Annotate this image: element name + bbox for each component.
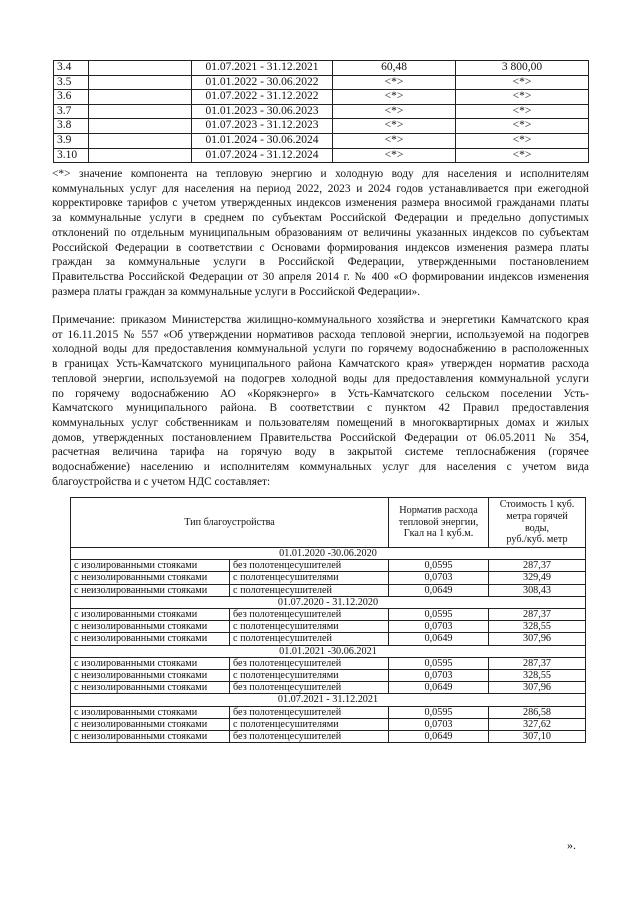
cost-value: 308,43 (489, 584, 586, 596)
tariff-row (54, 119, 589, 134)
period-label: 01.07.2020 - 31.12.2020 (71, 596, 586, 608)
row-number: 3.10 (54, 148, 89, 163)
value-cell: <*> (333, 119, 456, 134)
hot-water-norm-table (70, 497, 586, 743)
norm-row (71, 633, 586, 645)
tariff-row (54, 75, 589, 90)
value-cell: <*> (456, 119, 589, 134)
value-cell: <*> (333, 104, 456, 119)
riser-type: с неизолированными стояками (71, 621, 230, 633)
header-norm-line: Норматив расхода (399, 505, 478, 517)
value-cell: <*> (456, 148, 589, 163)
note-line: тепловой энергии, используемой на подогрев холодной воды для предоставления коммунальной услуги (52, 372, 589, 385)
period-cell: 01.07.2021 - 31.12.2021 (192, 61, 333, 76)
norm-value: 0,0595 (389, 706, 489, 718)
norm-row (71, 657, 586, 669)
norm-row (71, 572, 586, 584)
row-number: 3.8 (54, 119, 89, 134)
period-label: 01.01.2020 -30.06.2020 (71, 548, 586, 560)
period-row (71, 548, 586, 560)
norm-row (71, 682, 586, 694)
period-cell: 01.07.2023 - 31.12.2023 (192, 119, 333, 134)
period-cell: 01.01.2024 - 30.06.2024 (192, 133, 333, 148)
riser-type: с неизолированными стояками (71, 572, 230, 584)
row-number: 3.9 (54, 133, 89, 148)
footnote-line: граждан за коммунальные услуги в Российской Федерации, утвержденными постановлением (52, 256, 589, 269)
riser-type: с неизолированными стояками (71, 670, 230, 682)
norm-value: 0,0703 (389, 670, 489, 682)
period-cell: 01.01.2023 - 30.06.2023 (192, 104, 333, 119)
note-line: водоснабжение) населению и исполнителям коммунальных услуг для населения с учетом вида (52, 461, 589, 474)
note-line: в границах Усть-Камчатского муниципального района Камчатского края» утвержден норматив расхода (52, 358, 589, 371)
footnote-line: размера платы граждан за коммунальные услуги в Российской Федерации». (52, 285, 421, 298)
row-number: 3.7 (54, 104, 89, 119)
norm-row (71, 670, 586, 682)
footnote-line: за коммунальные услуги в среднем по субъектам Российской Федерации и предельно допустимых (52, 212, 589, 225)
footnote-line: Правительства Российской Федерации от 30 апреля 2014 г. № 400 «О формировании индексов изменения (52, 270, 589, 283)
empty-cell (89, 119, 192, 134)
period-row (71, 645, 586, 657)
towel-dryer-type: без полотенцесушителей (230, 657, 389, 669)
riser-type: с неизолированными стояками (71, 633, 230, 645)
cost-value: 287,37 (489, 657, 586, 669)
towel-dryer-type: с полотенцесушителями (230, 572, 389, 584)
value-cell: 60,48 (333, 61, 456, 76)
period-row (71, 694, 586, 706)
value-cell: <*> (456, 90, 589, 105)
riser-type: с изолированными стояками (71, 609, 230, 621)
tariff-table (53, 60, 589, 163)
riser-type: с изолированными стояками (71, 657, 230, 669)
towel-dryer-type: с полотенцесушителей (230, 633, 389, 645)
period-cell: 01.07.2024 - 31.12.2024 (192, 148, 333, 163)
norm-value: 0,0703 (389, 718, 489, 730)
footnote-line: Российской Федерации в соответствии с Основами формирования индексов изменения размера платы (52, 241, 589, 254)
towel-dryer-type: без полотенцесушителей (230, 706, 389, 718)
norm-row (71, 560, 586, 572)
towel-dryer-type: без полотенцесушителей (230, 609, 389, 621)
header-norm-line: Гкал на 1 куб.м. (403, 528, 474, 540)
header-cost-line: Стоимость 1 куб. (499, 499, 575, 511)
towel-dryer-type: без полотенцесушителей (230, 560, 389, 572)
tariff-row (54, 61, 589, 76)
towel-dryer-type: с полотенцесушителями (230, 718, 389, 730)
header-cost-line: руб./куб. метр (506, 534, 568, 546)
header-cost-line: воды, (524, 522, 550, 534)
header-cost-line: метра горячей (506, 510, 568, 522)
tariff-row (54, 133, 589, 148)
riser-type: с изолированными стояками (71, 560, 230, 572)
towel-dryer-type: с полотенцесушителями (230, 621, 389, 633)
footnote-paragraph (52, 167, 589, 299)
footnote-line: коммунальных услуг для населения на период 2022, 2023 и 2024 годов устанавливается при ежегодной (52, 182, 589, 195)
period-cell: 01.07.2022 - 31.12.2022 (192, 90, 333, 105)
riser-type: с неизолированными стояками (71, 682, 230, 694)
riser-type: с неизолированными стояками (71, 731, 230, 743)
cost-value: 328,55 (489, 621, 586, 633)
value-cell: 3 800,00 (456, 61, 589, 76)
towel-dryer-type: с полотенцесушителей (230, 584, 389, 596)
cost-value: 307,96 (489, 682, 586, 694)
riser-type: с неизолированными стояками (71, 718, 230, 730)
cost-value: 287,37 (489, 609, 586, 621)
norm-table-body (71, 498, 586, 743)
empty-cell (89, 75, 192, 90)
towel-dryer-type: с полотенцесушителями (230, 670, 389, 682)
value-cell: <*> (333, 148, 456, 163)
note-line: от 16.11.2015 № 557 «Об утверждении нормативов расхода тепловой энергии, используемой на подогрев (52, 328, 589, 341)
header-type-cell: Тип благоустройства (71, 498, 389, 548)
header-cost-cell (489, 498, 586, 548)
tariff-table-body (54, 61, 589, 163)
note-line: коммунальных услуг собственникам и пользователям помещений в многоквартирных домах и жилых (52, 416, 589, 429)
tariff-row (54, 90, 589, 105)
tariff-row (54, 148, 589, 163)
norm-value: 0,0595 (389, 560, 489, 572)
note-line: расчетная величина тарифа на горячую воду в закрытой системе теплоснабжения (горячее (52, 446, 589, 459)
norm-row (71, 718, 586, 730)
footnote-line: отклонений по отдельным муниципальным образованиям от величины указанных индексов по субъектам (52, 226, 589, 239)
value-cell: <*> (456, 75, 589, 90)
cost-value: 287,37 (489, 560, 586, 572)
norm-row (71, 731, 586, 743)
empty-cell (89, 104, 192, 119)
footnote-line: <*> значение компонента на тепловую энергию и холодную воду для населения и исполнителям (52, 168, 589, 180)
norm-value: 0,0649 (389, 682, 489, 694)
norm-value: 0,0595 (389, 609, 489, 621)
riser-type: с изолированными стояками (71, 706, 230, 718)
norm-row (71, 706, 586, 718)
value-cell: <*> (333, 75, 456, 90)
norm-value: 0,0703 (389, 621, 489, 633)
value-cell: <*> (456, 133, 589, 148)
note-paragraph (52, 313, 589, 489)
cost-value: 286,58 (489, 706, 586, 718)
norm-value: 0,0649 (389, 731, 489, 743)
empty-cell (89, 133, 192, 148)
cost-value: 307,10 (489, 731, 586, 743)
note-line: Камчатского муниципального района. В соответствии с пунктом 42 Правил предоставления (52, 402, 589, 415)
row-number: 3.4 (54, 61, 89, 76)
header-norm-line: тепловой энергии, (398, 516, 479, 528)
norm-value: 0,0595 (389, 657, 489, 669)
closing-quote: ». (567, 838, 576, 852)
value-cell: <*> (333, 133, 456, 148)
note-line: холодной воды для предоставления коммунальной услуги по горячему водоснабжению в расположенных (52, 343, 589, 356)
empty-cell (89, 148, 192, 163)
cost-value: 307,96 (489, 633, 586, 645)
empty-cell (89, 61, 192, 76)
period-cell: 01.01.2022 - 30.06.2022 (192, 75, 333, 90)
towel-dryer-type: без полотенцесушителей (230, 731, 389, 743)
value-cell: <*> (456, 104, 589, 119)
riser-type: с неизолированными стояками (71, 584, 230, 596)
period-row (71, 596, 586, 608)
value-cell: <*> (333, 90, 456, 105)
empty-cell (89, 90, 192, 105)
header-norm-cell (389, 498, 489, 548)
note-line: Примечание: приказом Министерства жилищно-коммунального хозяйства и энергетики Камчатского края (52, 314, 589, 326)
cost-value: 329,49 (489, 572, 586, 584)
towel-dryer-type: без полотенцесушителей (230, 682, 389, 694)
norm-table-header-row (71, 498, 586, 548)
cost-value: 327,62 (489, 718, 586, 730)
row-number: 3.5 (54, 75, 89, 90)
period-label: 01.01.2021 -30.06.2021 (71, 645, 586, 657)
norm-value: 0,0649 (389, 584, 489, 596)
norm-value: 0,0649 (389, 633, 489, 645)
tariff-row (54, 104, 589, 119)
note-line: благоустройства и с учетом НДС составляет: (52, 475, 271, 488)
note-line: домов, утвержденных постановлением Правительства Российской Федерации от 06.05.2011 № 354, (52, 431, 589, 444)
period-label: 01.07.2021 - 31.12.2021 (71, 694, 586, 706)
note-line: по горячему водоснабжению АО «Корякэнерго» в Усть-Камчатского сельском поселении Усть- (52, 387, 589, 400)
norm-row (71, 621, 586, 633)
norm-row (71, 609, 586, 621)
footnote-line: корректировке тарифов с учетом утвержденных индексов изменения размера вносимой гражданами платы (52, 197, 589, 210)
norm-row (71, 584, 586, 596)
norm-value: 0,0703 (389, 572, 489, 584)
cost-value: 328,55 (489, 670, 586, 682)
row-number: 3.6 (54, 90, 89, 105)
